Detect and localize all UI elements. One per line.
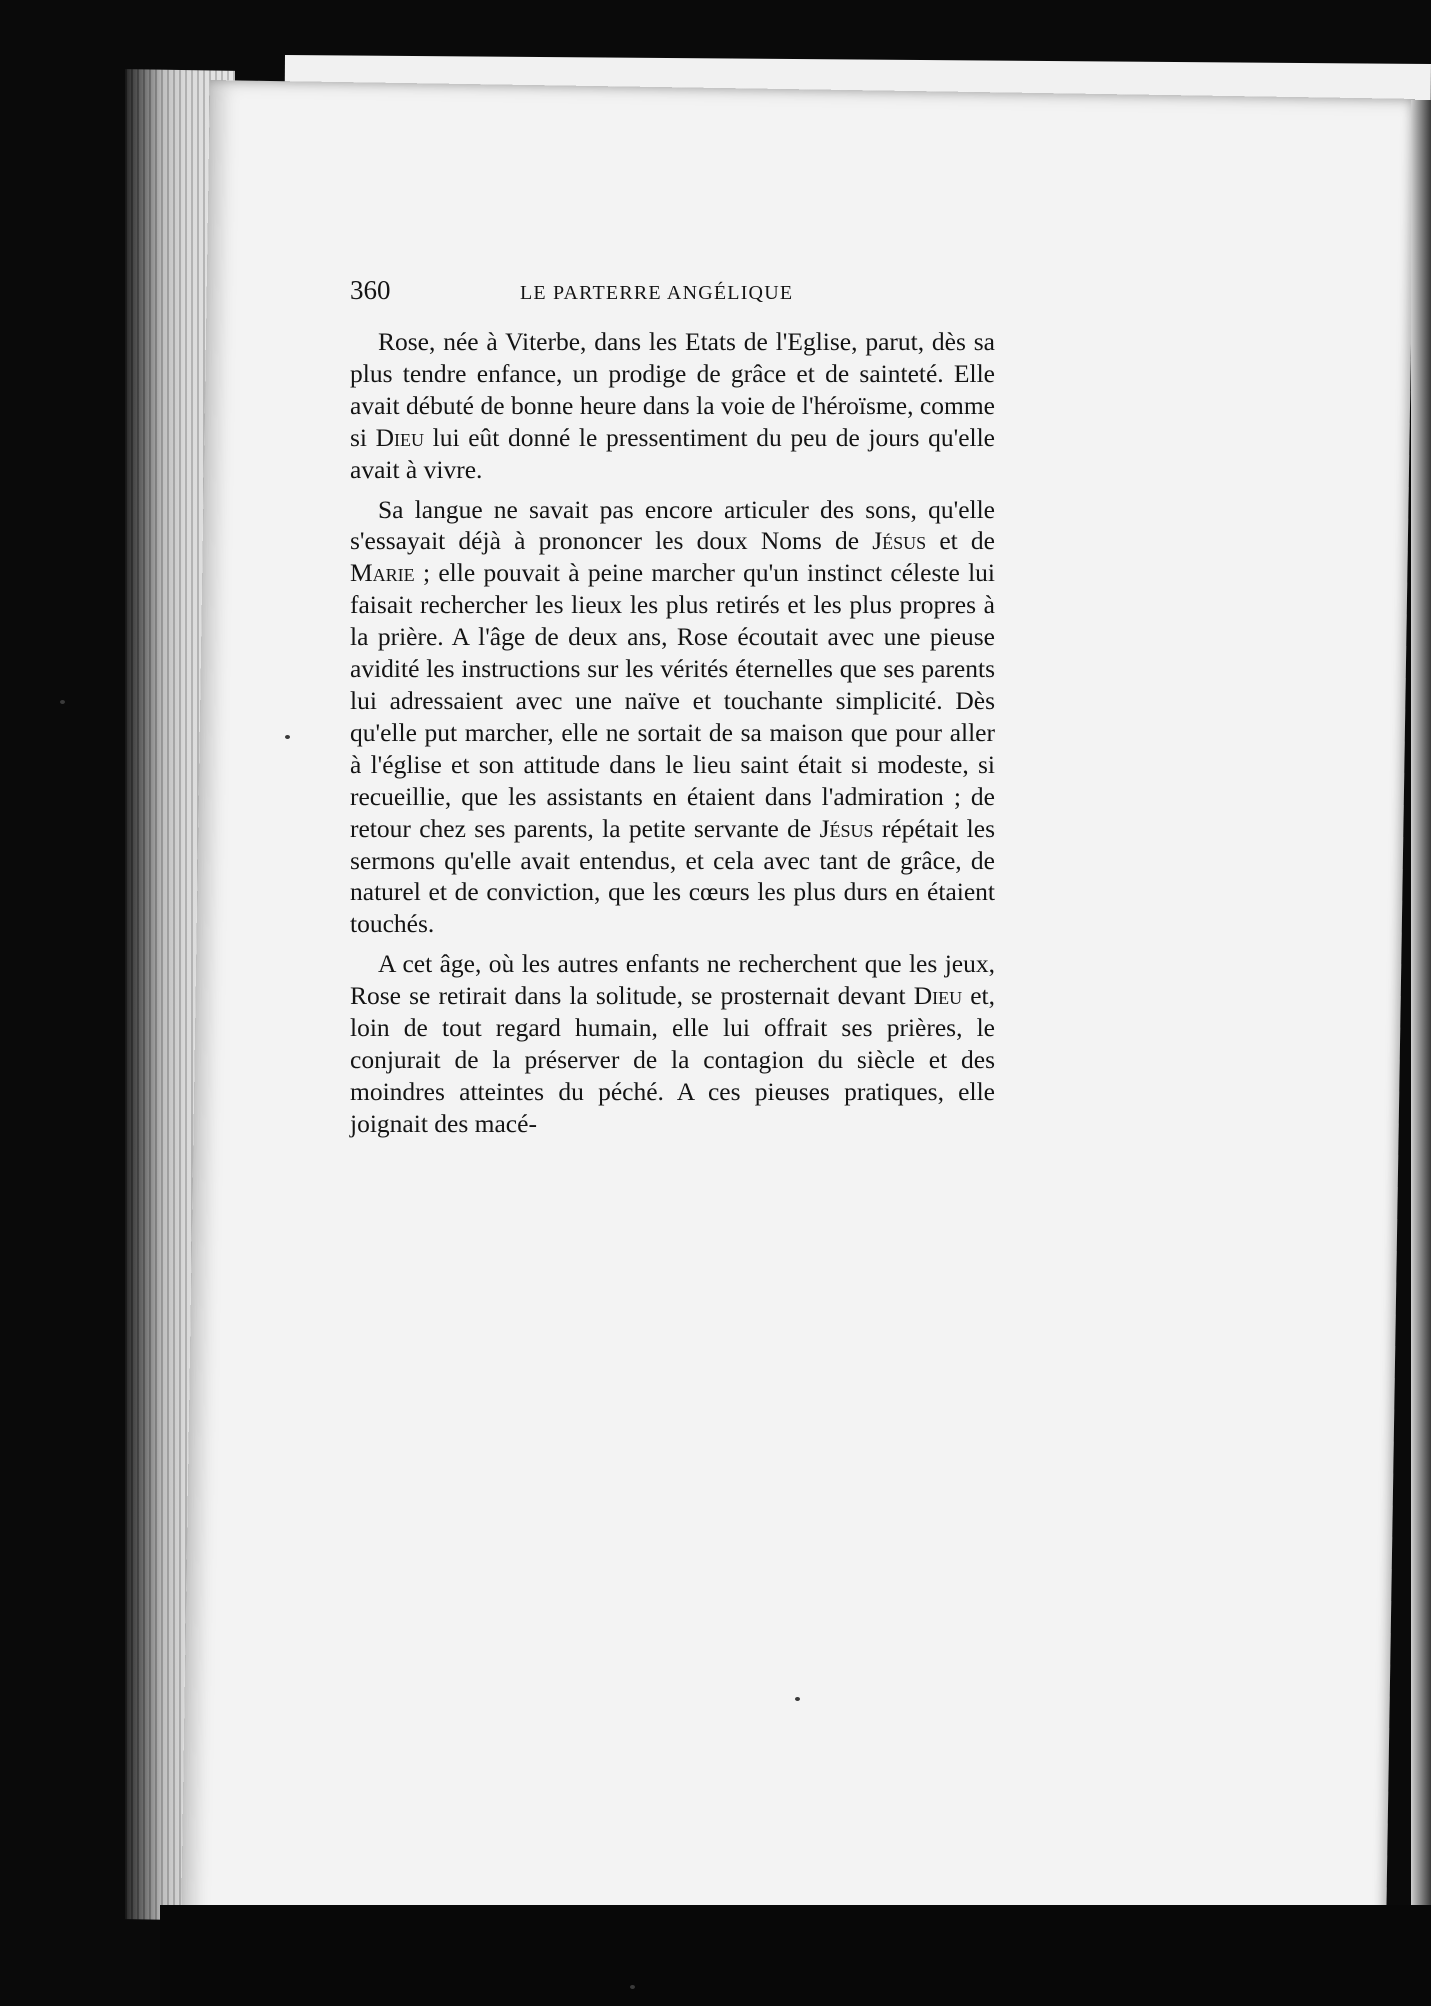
paragraph-1: Rose, née à Viterbe, dans les Etats de l'Eglise, parut, dès sa plus tendre enfance, un prodige de grâce et de sainteté. Elle avait débuté de bonne heure dans la voie de l'héroïsme, comme si Dieu lui eût donné le pressentiment du peu de jours qu'elle avait à vivre. xyxy=(350,327,995,484)
small-caps-name: Dieu xyxy=(913,981,963,1011)
bottom-shadow xyxy=(160,1905,1431,2006)
small-caps-name: Jésus xyxy=(872,526,927,556)
dust-speck xyxy=(795,1697,800,1701)
running-head xyxy=(350,270,995,326)
running-head-title: LE PARTERRE ANGÉLIQUE xyxy=(520,282,794,304)
page-text-block xyxy=(350,270,995,1140)
small-caps-name: Marie xyxy=(350,558,415,588)
dust-speck xyxy=(630,1985,635,1989)
small-caps-name: Dieu xyxy=(375,422,425,452)
dust-speck xyxy=(285,735,290,739)
page-number: 360 xyxy=(350,275,391,305)
small-caps-name: Jésus xyxy=(819,813,874,843)
paragraph-2: Sa langue ne savait pas encore articuler des sons, qu'elle s'essayait déjà à prononcer les doux Noms de Jésus et de Marie ; elle pouvait à peine marcher qu'un instinct céleste lui faisait rechercher les lieux les plus retirés et les plus propres à la prière. A l'âge de deux ans, Rose écoutait avec une pieuse avidité les instructions sur les vérités éternelles que ses parents lui adressaient avec une naïve et touchante simplicité. Dès qu'elle put marcher, elle ne sortait de sa maison que pour aller à l'église et son attitude dans le lieu saint était si modeste, si recueillie, que les assistants en étaient dans l'admiration ; de retour chez ses parents, la petite servante de Jésus répétait les sermons qu'elle avait entendus, et cela avec tant de grâce, de naturel et de conviction, que les cœurs les plus durs en étaient touchés. xyxy=(350,494,995,939)
page-right-edge xyxy=(1411,100,1431,1940)
paragraph-3: A cet âge, où les autres enfants ne recherchent que les jeux, Rose se retirait dans la solitude, se prosternait devant Dieu et, loin de tout regard humain, elle lui offrait ses prières, le conjurait de la préserver de la contagion du siècle et des moindres atteintes du péché. A ces pieuses pratiques, elle joignait des macé- xyxy=(350,949,995,1138)
dust-speck xyxy=(60,700,65,704)
